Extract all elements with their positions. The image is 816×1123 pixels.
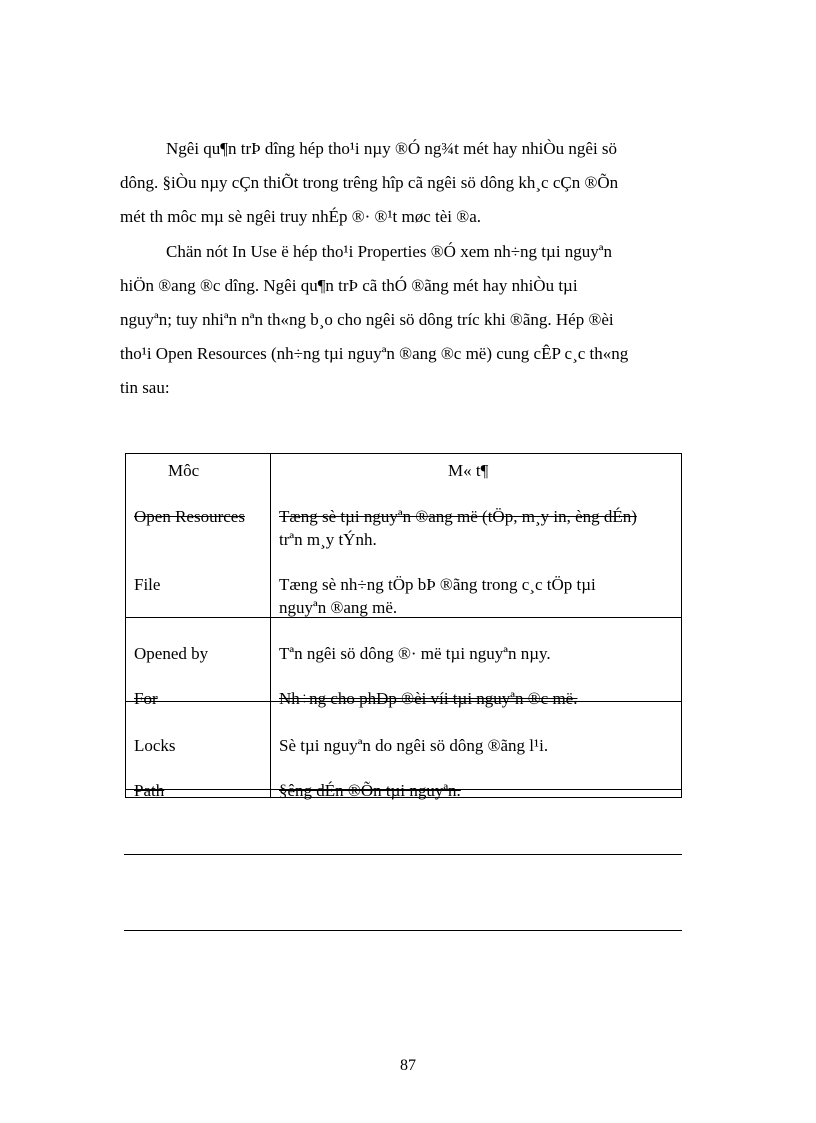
table-desc-open-resources-cont: trªn m¸y tÝnh. [279,530,377,549]
table-desc-path: §êng dÉn ®Õn tµi nguyªn. [279,781,461,800]
text-line: Ngêi qu¶n trÞ dîng hép tho¹i nµy ®Ó ng¾t mét hay nhiÒu ngêi sö [166,139,618,158]
paragraph-admin-close-files [120,132,690,234]
text-line: tho¹i Open Resources (nh÷ng tµi nguyªn ®ang ®c më) cung cÊP c¸c th«ng [120,344,629,363]
table-term-path: Path [134,781,165,800]
text-line: tin sau: [120,378,170,397]
text-line: dông. §iÒu nµy cÇn thiÕt trong trêng hîp cã ngêi sö dông kh¸c cÇn ®Õn [120,173,619,192]
table-desc-opened-by: Tªn ngêi sö dông ®· më tµi nguyªn nµy. [279,644,551,663]
table-desc-locks: Sè tµi nguyªn do ngêi sö dông ®ãng l¹i. [279,736,549,755]
table-desc-file-cont: nguyªn ®ang më. [279,598,398,617]
text-line: nguyªn; tuy nhiªn nªn th«ng b¸o cho ngêi sö dông tríc khi ®ãng. Hép ®èi [120,310,614,329]
text-line: hiÖn ®ang ®c dîng. Ngêi qu¶n trÞ cã thÓ ®ãng mét hay nhiÒu tµi [120,276,578,295]
column-divider [270,454,271,797]
table-desc-file: Tæng sè nh÷ng tÖp bÞ ®ãng trong c¸c tÖp tµi [279,575,596,594]
table-term-file: File [134,575,161,594]
table-term-open-resources: Open Resources [134,507,245,526]
page-number: 87 [400,1057,416,1074]
horizontal-rule [124,854,682,855]
table-header-description: M« t¶ [448,461,489,480]
table-term-opened-by: Opened by [134,644,209,663]
horizontal-rule [124,930,682,931]
table-header-item: Môc [168,461,200,480]
row-divider [126,617,681,618]
text-line: mét th môc mµ sè ngêi truy nhÉp ®· ®¹t møc tèi ®a. [120,207,481,226]
table-desc-open-resources: Tæng sè tµi nguyªn ®ang më (tÖp, m¸y in, èng dÉn) [279,507,637,526]
table-desc-for: Nh÷ng cho phÐp ®èi víi tµi nguyªn ®c më. [279,689,578,708]
text-line: Chän nót In Use ë hép tho¹i Properties ®Ó xem nh÷ng tµi nguyªn [166,242,612,261]
table-term-for: For [134,689,158,708]
open-resources-table [125,453,682,798]
table-term-locks: Locks [134,736,176,755]
paragraph-in-use-tab [120,235,690,405]
